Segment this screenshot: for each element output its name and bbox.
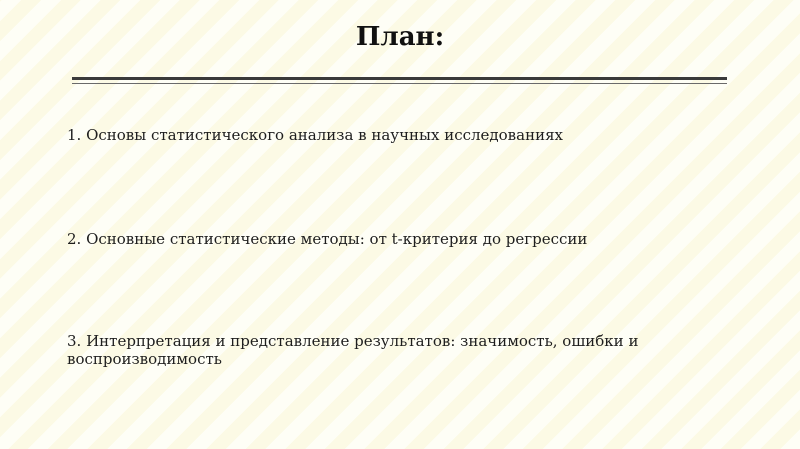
plan-item-2: 2. Основные статистические методы: от t-критерия до регрессии — [67, 230, 588, 248]
slide-title: План: — [355, 22, 445, 52]
plan-item-1: 1. Основы статистического анализа в научных исследованиях — [67, 126, 563, 144]
plan-item-3: 3. Интерпретация и представление результатов: значимость, ошибки и воспроизводимость — [67, 332, 639, 368]
title-divider-thin — [72, 83, 727, 84]
title-divider-thick — [72, 77, 727, 80]
